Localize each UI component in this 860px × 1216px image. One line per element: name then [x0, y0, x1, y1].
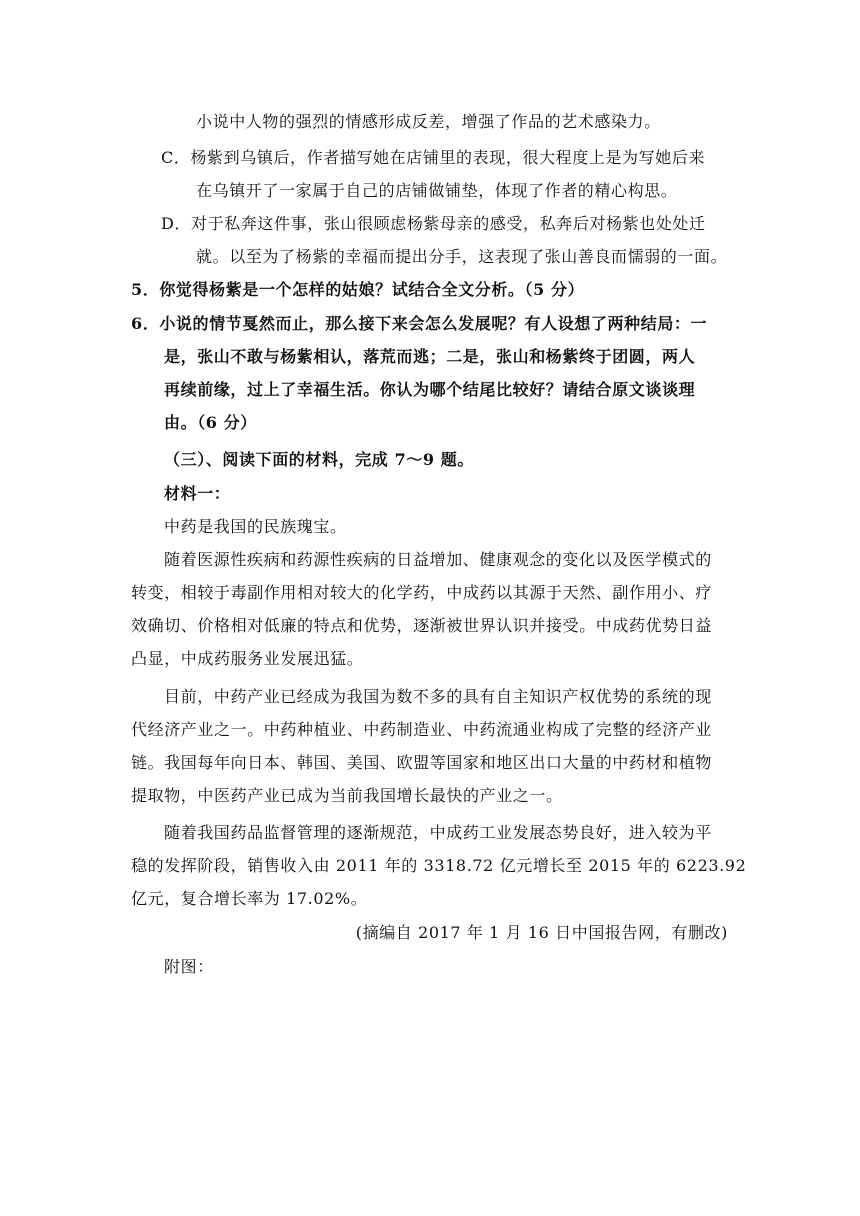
paragraph-4-line1: 随着我国药品监督管理的逐渐规范，中成药工业发展态势良好，进入较为平: [164, 823, 712, 842]
paragraph-1: 中药是我国的民族瑰宝。: [164, 517, 347, 536]
paragraph-4-line2: 稳的发挥阶段，销售收入由 2011 年的 3318.72 亿元增长至 2015 年的 6223.92: [131, 856, 747, 875]
paragraph-3-line1: 目前，中药产业已经成为我国为数不多的具有自主知识产权优势的系统的现: [164, 687, 712, 706]
question-5: 5．你觉得杨紫是一个怎样的姑娘？试结合全文分析。（5 分）: [131, 280, 585, 299]
question-6-line4: 由。（6 分）: [164, 413, 257, 432]
question-6-line2: 是，张山不敢与杨紫相认，落荒而逃；二是，张山和杨紫终于团圆，两人: [164, 347, 696, 366]
paragraph-3-line2: 代经济产业之一。中药种植业、中药制造业、中药流通业构成了完整的经济产业: [131, 720, 713, 739]
source-citation: (摘编自 2017 年 1 月 16 日中国报告网，有删改): [355, 923, 728, 942]
question-6-line3: 再续前缘，过上了幸福生活。你认为哪个结尾比较好？请结合原文谈谈理: [164, 380, 696, 399]
paragraph-3-line3: 链。我国每年向日本、韩国、美国、欧盟等国家和地区出口大量的中药材和植物: [131, 753, 713, 772]
section-3-heading: （三）、阅读下面的材料，完成 7～9 题。: [164, 450, 475, 469]
paragraph-2-line3: 效确切、价格相对低廉的特点和优势，逐渐被世界认识并接受。中成药优势日益: [131, 616, 713, 635]
option-c-line1: C．杨紫到乌镇后，作者描写她在店铺里的表现，很大程度上是为写她后来: [161, 148, 706, 167]
option-c-line2: 在乌镇开了一家属于自己的店铺做铺垫，体现了作者的精心构思。: [196, 181, 678, 200]
option-b-tail: 小说中人物的强烈的情感形成反差，增强了作品的艺术感染力。: [196, 112, 661, 131]
option-d-line2: 就。以至为了杨紫的幸福而提出分手，这表现了张山善良而懦弱的一面。: [196, 247, 728, 266]
material-1-label: 材料一：: [164, 484, 231, 503]
paragraph-3-line4: 提取物，中医药产业已成为当前我国增长最快的产业之一。: [131, 786, 563, 805]
paragraph-2-line2: 转变，相较于毒副作用相对较大的化学药，中成药以其源于天然、副作用小、疗: [131, 583, 713, 602]
paragraph-4-line3: 亿元，复合增长率为 17.02%。: [131, 889, 368, 908]
question-6-line1: 6．小说的情节戛然而止，那么接下来会怎么发展呢？有人设想了两种结局：一: [131, 314, 708, 333]
figure-label: 附图：: [164, 957, 214, 976]
paragraph-2-line4: 凸显，中成药服务业发展迅猛。: [131, 649, 364, 668]
option-d-line1: D．对于私奔这件事，张山很顾虑杨紫母亲的感受，私奔后对杨紫也处处迁: [161, 214, 706, 233]
paragraph-2-line1: 随着医源性疾病和药源性疾病的日益增加、健康观念的变化以及医学模式的: [164, 550, 712, 569]
